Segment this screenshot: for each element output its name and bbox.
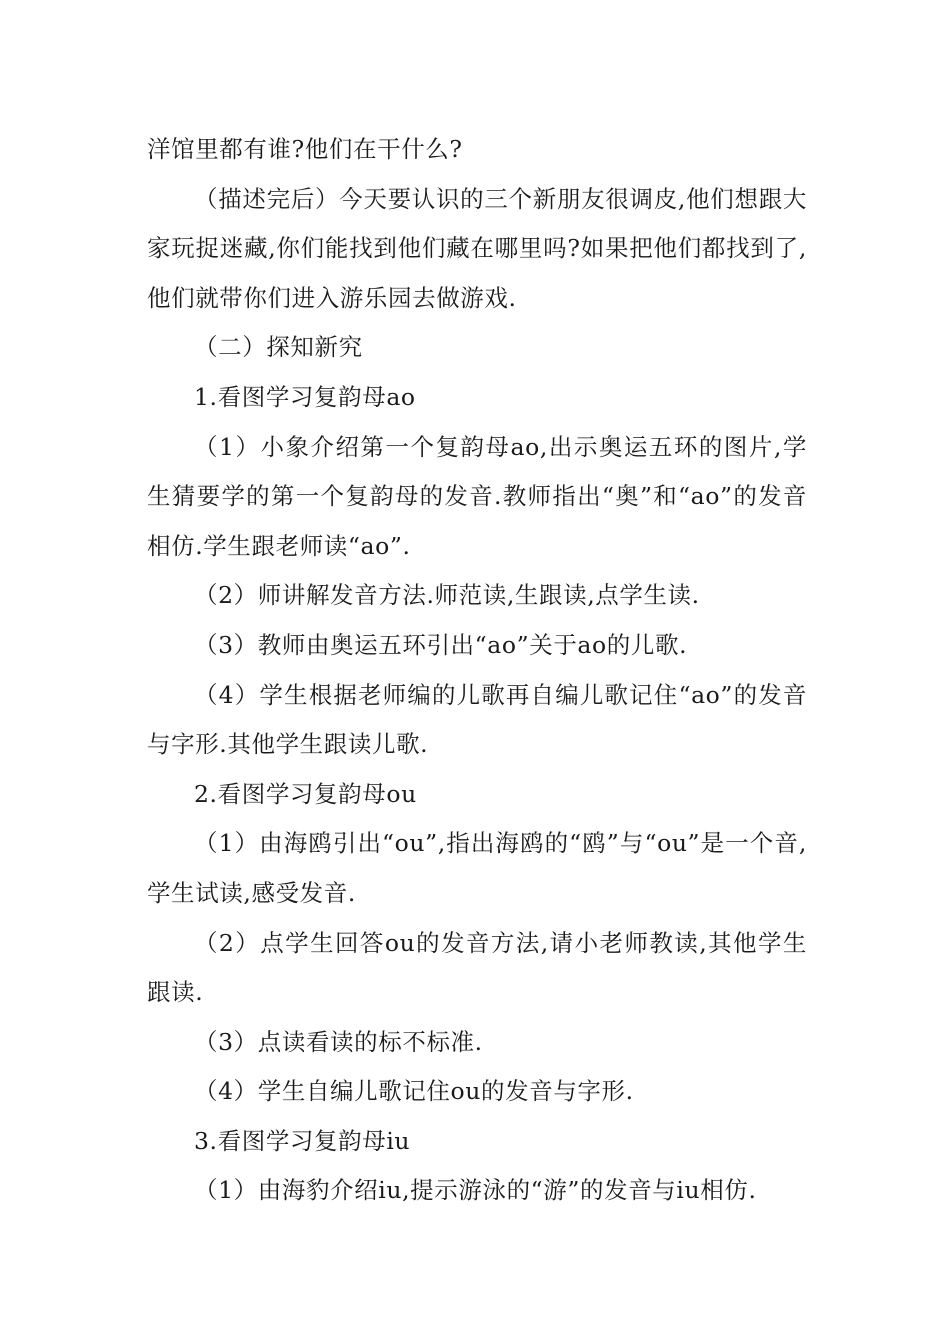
section-heading: （二）探知新究 <box>194 333 363 362</box>
paragraph: （4）学生根据老师编的儿歌再自编儿歌记住“ao”的发音与字形.其他学生跟读儿歌. <box>147 680 807 759</box>
subsection-heading: 2.看图学习复韵母ou <box>194 779 417 808</box>
paragraph: （3）教师由奥运五环引出“ao”关于ao的儿歌. <box>194 630 688 659</box>
paragraph: （3）点读看读的标不标准. <box>194 1027 483 1056</box>
paragraph: （2）师讲解发音方法.师范读,生跟读,点学生读. <box>194 581 700 610</box>
document-body <box>147 125 807 1216</box>
paragraph: （2）点学生回答ou的发音方法,请小老师教读,其他学生跟读. <box>147 928 807 1007</box>
paragraph: （1）小象介绍第一个复韵母ao,出示奥运五环的图片,学生猜要学的第一个复韵母的发音.教师指出“奥”和“ao”的发音相仿.学生跟老师读“ao”. <box>147 432 807 560</box>
paragraph: 洋馆里都有谁?他们在干什么? <box>147 135 463 163</box>
paragraph: （4）学生自编儿歌记住ou的发音与字形. <box>194 1077 634 1106</box>
paragraph: （1）由海豹介绍iu,提示游泳的“游”的发音与iu相仿. <box>194 1176 757 1205</box>
subsection-heading: 3.看图学习复韵母iu <box>194 1126 411 1155</box>
paragraph: （描述完后）今天要认识的三个新朋友很调皮,他们想跟大家玩捉迷藏,你们能找到他们藏在哪里吗?如果把他们都找到了,他们就带你们进入游乐园去做游戏. <box>147 184 807 312</box>
paragraph: （1）由海鸥引出“ou”,指出海鸥的“鸥”与“ou”是一个音,学生试读,感受发音. <box>147 829 807 907</box>
subsection-heading: 1.看图学习复韵母ao <box>194 382 416 411</box>
